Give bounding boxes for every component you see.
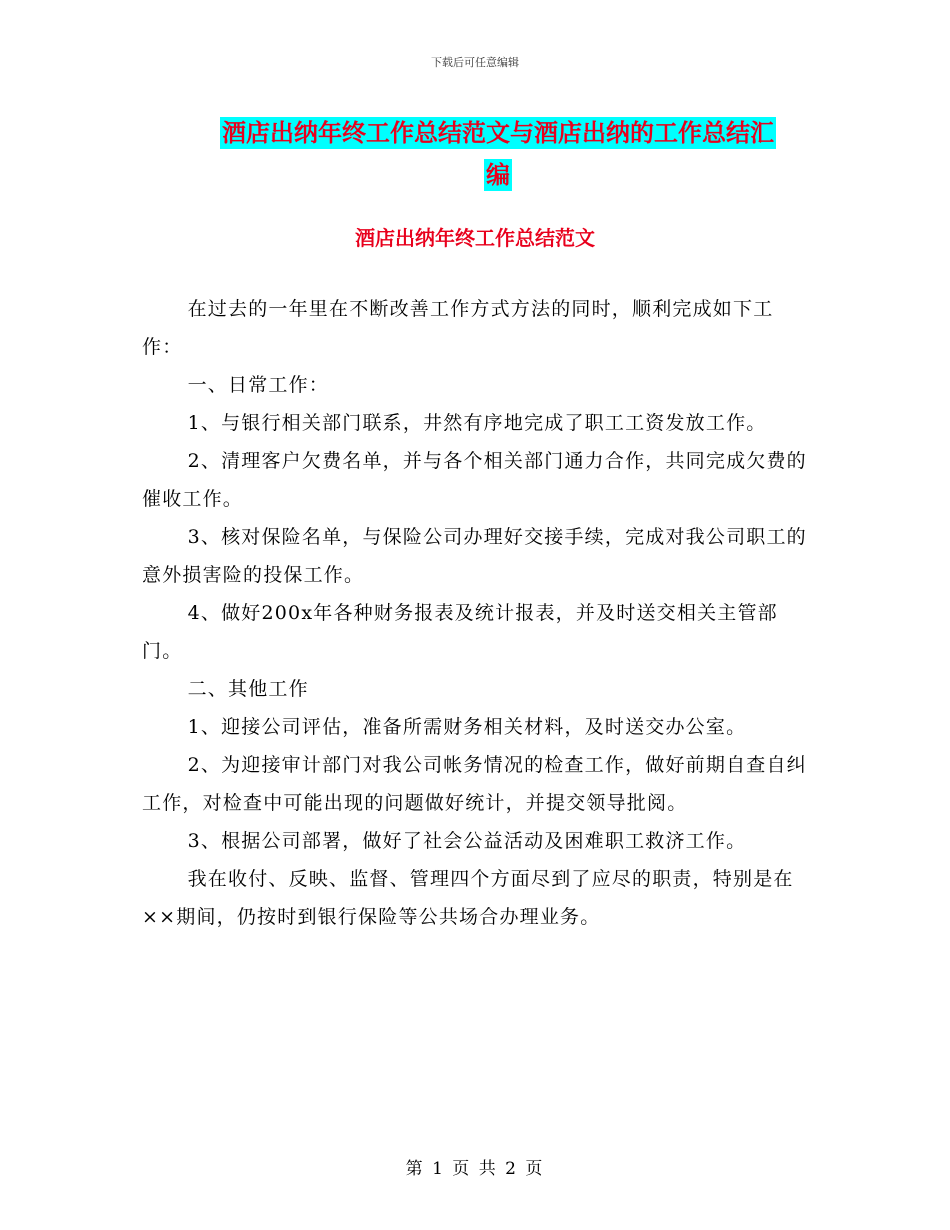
paragraph: 一、日常工作： (187, 374, 329, 396)
section-title: 酒店出纳年终工作总结范文 (355, 226, 595, 250)
page-number-footer: 第 1 页 共 2 页 (405, 1159, 545, 1179)
paragraph: 4、做好200x年各种财务报表及统计报表，并及时送交相关主管部门。 (142, 602, 778, 662)
paragraph: 2、为迎接审计部门对我公司帐务情况的检查工作，做好前期自查自纠工作，对检查中可能出现的问题做好统计，并提交领导批阅。 (142, 754, 807, 814)
paragraph: 1、与银行相关部门联系，井然有序地完成了职工工资发放工作。 (187, 412, 767, 434)
document-title-line-2: 编 (486, 161, 510, 189)
paragraph: 我在收付、反映、监督、管理四个方面尽到了应尽的职责，特别是在××期间，仍按时到银行保险等公共场合办理业务。 (142, 868, 794, 928)
paragraph: 二、其他工作 (187, 678, 309, 700)
paragraph: 1、迎接公司评估，准备所需财务相关材料，及时送交办公室。 (187, 716, 747, 738)
document-title-line-1: 酒店出纳年终工作总结范文与酒店出纳的工作总结汇 (222, 119, 774, 147)
paragraph: 在过去的一年里在不断改善工作方式方法的同时，顺利完成如下工作： (142, 298, 774, 358)
paragraph: 3、核对保险名单，与保险公司办理好交接手续，完成对我公司职工的意外损害险的投保工作。 (142, 526, 807, 586)
paragraph: 3、根据公司部署，做好了社会公益活动及困难职工救济工作。 (187, 830, 747, 852)
document-title (192, 112, 804, 196)
header-note: 下载后可任意编辑 (431, 56, 519, 69)
document-body (142, 290, 810, 936)
paragraph: 2、清理客户欠费名单，并与各个相关部门通力合作，共同完成欠费的催收工作。 (142, 450, 807, 510)
